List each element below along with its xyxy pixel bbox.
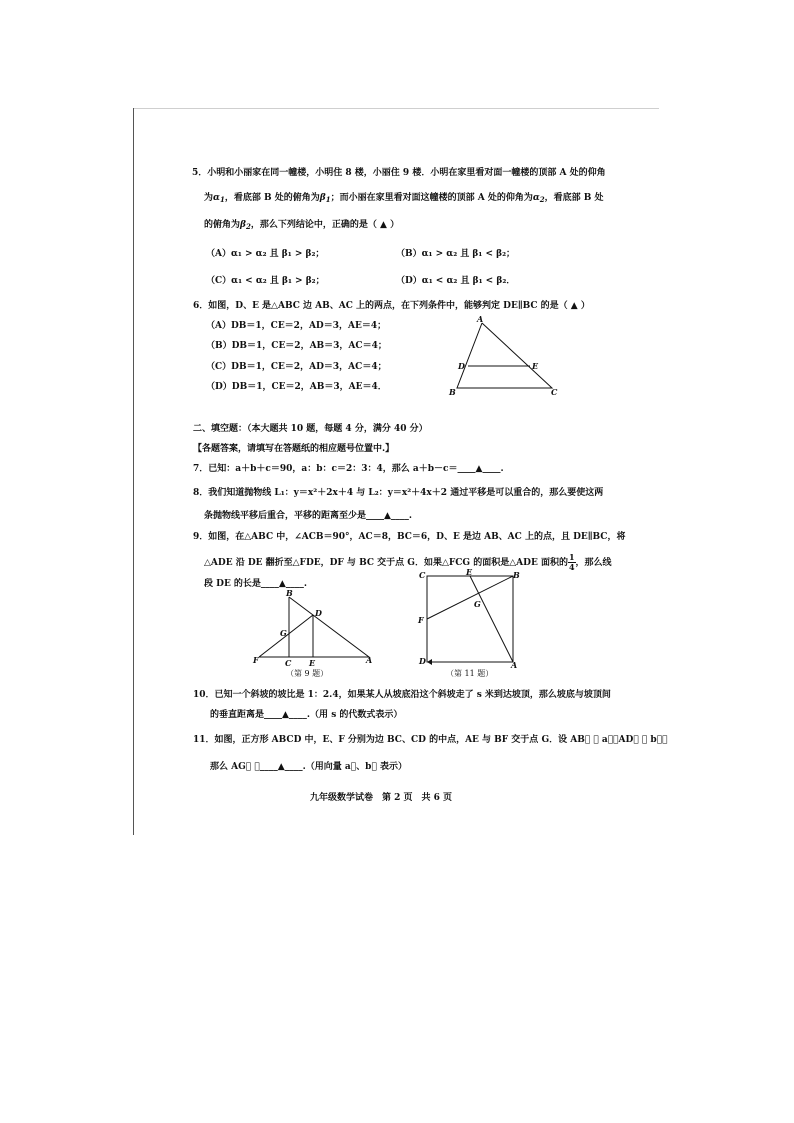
q6-label-a: A [477, 314, 484, 324]
q11-label-c: C [419, 570, 426, 580]
scan-border-left [133, 108, 134, 835]
q5-line3a: 的俯角为 [204, 220, 241, 230]
q11-label-e: E [466, 567, 473, 577]
q9-frac-den: 4 [568, 562, 575, 572]
q5-line2c: ；而小丽在家里看对面这幢楼的顶部 A 处的仰角为 [330, 193, 533, 203]
q9-line3: 段 DE 的长是____▲____. [204, 579, 307, 589]
q7-text: 7．已知：a＋b＋c＝90，a：b：c＝2：3：4，那么 a＋b－c＝____▲____. [193, 464, 504, 474]
page-footer: 九年级数学试卷 第 2 页 共 6 页 [310, 793, 453, 803]
q10-line1: 10．已知一个斜坡的坡比是 1：2.4，如果某人从坡底沿这个斜坡走了 s 米到达坡顶，那么坡底与坡顶间 [193, 690, 611, 700]
q8-line1: 8．我们知道抛物线 L₁：y＝x²＋2x＋4 与 L₂：y＝x²＋4x＋2 通过平移是可以重合的，那么要使这两 [193, 488, 604, 498]
q8-line2: 条抛物线平移后重合，平移的距离至少是____▲____. [204, 511, 413, 521]
q11-label-b: B [513, 570, 520, 580]
q5-line2b: ，看底部 B 处的俯角为 [224, 193, 320, 203]
q11-label-f: F [418, 615, 424, 625]
q10-line2: 的垂直距离是____▲____.（用 s 的代数式表示） [210, 710, 403, 720]
q6-stem: 6．如图，D、E 是△ABC 边 AB、AC 上的两点，在下列条件中，能够判定 DE∥BC 的是（ ▲ ） [193, 301, 590, 311]
q11-label-g: G [474, 599, 481, 609]
q9-frac-num: 1 [568, 552, 575, 562]
q5-option-d: （D）α₁ < α₂ 且 β₁ < β₂． [396, 276, 516, 286]
q6-option-d: （D）DB＝1，CE＝2，AB＝3，AE＝4． [206, 382, 387, 392]
q9-label-g: G [280, 628, 287, 638]
section2-note: 【各题答案，请填写在答题纸的相应题号位置中.】 [193, 444, 395, 454]
scan-border-top [134, 108, 659, 109]
q11-caption: （第 11 题） [446, 669, 494, 678]
q9-line2 [204, 553, 612, 572]
q9-label-e: E [309, 658, 316, 668]
q9-fraction [568, 553, 576, 572]
q5-line1: 5．小明和小丽家在同一幢楼，小明住 8 楼，小丽住 9 楼．小明在家里看对面一幢楼的顶部 A 处的仰角 [192, 168, 606, 178]
q11-label-d: D [419, 656, 426, 666]
q9-line2b: ，那么线 [575, 558, 612, 568]
q6-label-e: E [532, 361, 539, 371]
q9-label-f: F [253, 655, 259, 665]
q5-line3b: ，那么下列结论中，正确的是（ ▲ ） [250, 220, 400, 230]
q9-label-b: B [286, 588, 293, 598]
q5-option-b: （B）α₁ > α₂ 且 β₁ < β₂； [396, 249, 516, 259]
q11-line2: 那么 AG⃗ ＝____▲____.（用向量 a⃗、b⃗ 表示） [210, 762, 407, 772]
q5-option-a: （A）α₁ > α₂ 且 β₁ > β₂； [206, 249, 325, 259]
q5-option-c: （C）α₁ < α₂ 且 β₁ > β₂； [206, 276, 325, 286]
q11-line1: 11．如图，正方形 ABCD 中，E、F 分别为边 BC、CD 的中点，AE 与 BF 交于点 G．设 AB⃗ ＝ a⃗，AD⃗ ＝ b⃗， [193, 735, 668, 745]
q9-line1: 9．如图，在△ABC 中，∠ACB＝90°，AC＝8，BC＝6，D、E 是边 AB、AC 上的点，且 DE∥BC，将 [193, 532, 626, 542]
q6-label-c: C [551, 387, 558, 397]
q6-label-b: B [449, 387, 456, 397]
q9-caption: （第 9 题） [286, 669, 329, 678]
section2-title: 二、填空题：（本大题共 10 题，每题 4 分，满分 40 分） [193, 424, 428, 434]
q11-figure [414, 566, 526, 680]
q5-line2a: 为 [204, 193, 214, 203]
q9-figure [252, 587, 382, 679]
q6-option-a: （A）DB＝1，CE＝2，AD＝3，AE＝4； [206, 321, 387, 331]
q9-line2a: △ADE 沿 DE 翻折至△FDE，DF 与 BC 交于点 G．如果△FCG 的面积是△ADE 面积的 [204, 558, 568, 568]
q9-label-d: D [315, 608, 322, 618]
q9-label-a: A [366, 655, 373, 665]
q5-line2: 为$\alpha_1$，看底部 B 处的俯角为$\beta_1$；而小丽在家里看对面这幢楼的顶部 A 处的仰角为$\alpha_2$，看底部 B 处 [204, 193, 604, 204]
q6-option-c: （C）DB＝1，CE＝2，AD＝3，AC＝4； [206, 362, 387, 372]
q6-triangle-figure [446, 314, 566, 398]
q5-line3: 的俯角为$\beta_2$，那么下列结论中，正确的是（ ▲ ） [204, 220, 400, 231]
q9-label-c: C [285, 658, 292, 668]
q6-option-b: （B）DB＝1，CE＝2，AB＝3，AC＝4； [206, 341, 387, 351]
q5-line2d: ，看底部 B 处 [544, 193, 604, 203]
q11-label-a: A [511, 660, 518, 670]
q6-label-d: D [458, 361, 465, 371]
